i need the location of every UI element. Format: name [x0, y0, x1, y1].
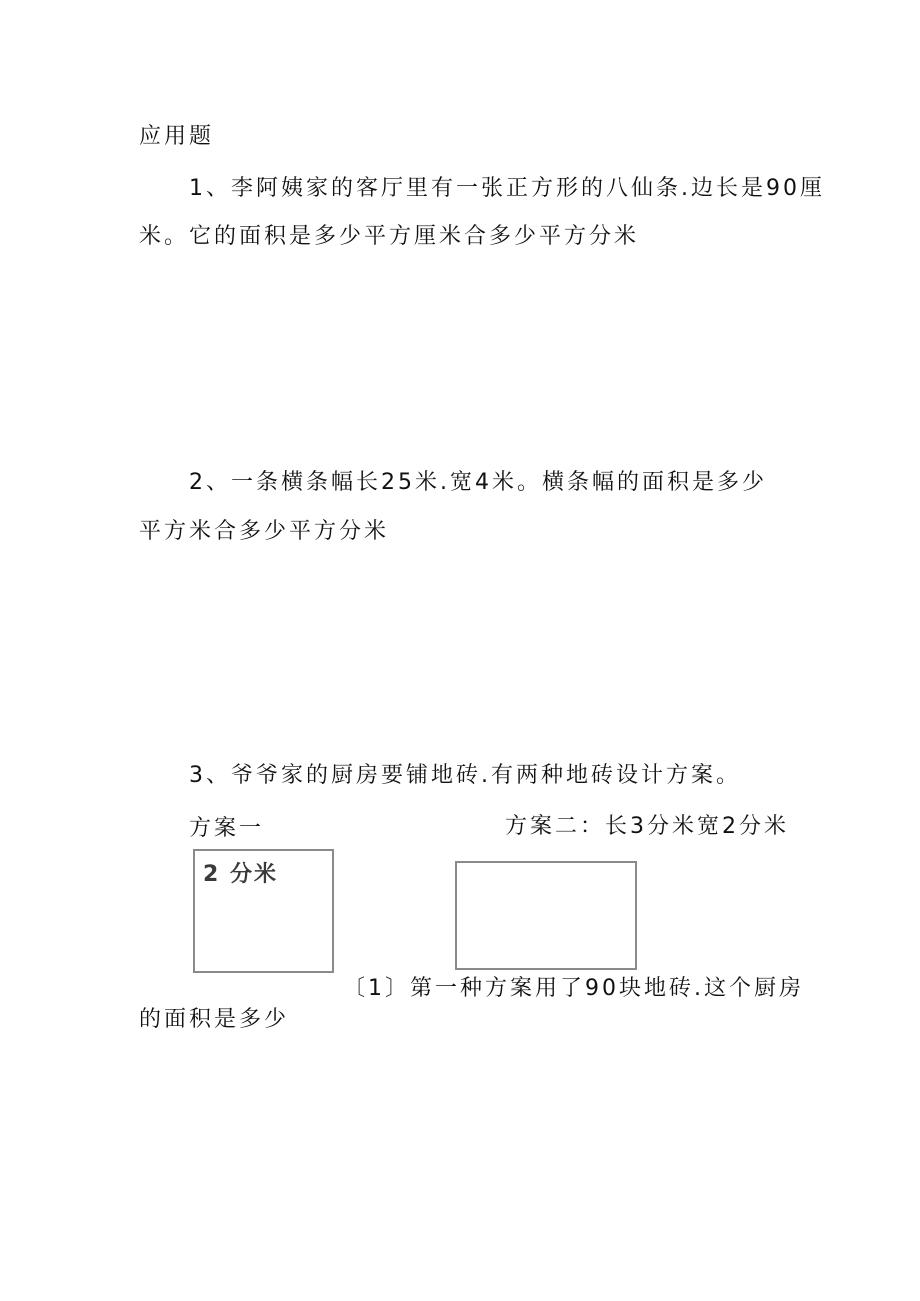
plan-1-tile	[193, 849, 334, 973]
plan-2-label: 方案二：长3分米宽2分米	[505, 814, 789, 839]
page-title: 应用题	[139, 124, 215, 149]
question-1-line-1: 1、李阿姨家的客厅里有一张正方形的八仙条.边长是90厘	[189, 176, 825, 201]
question-3-intro: 3、爷爷家的厨房要铺地砖.有两种地砖设计方案。	[189, 763, 741, 788]
plan-1-tile-dimension: 2 分米	[203, 862, 278, 887]
question-2-line-2: 平方米合多少平方分米	[139, 519, 390, 544]
question-3-part-1-line-2: 的面积是多少	[139, 1007, 290, 1032]
question-2-line-1: 2、一条横条幅长25米.宽4米。横条幅的面积是多少	[189, 470, 767, 495]
question-3-part-1-line-1: 〔1〕第一种方案用了90块地砖.这个厨房	[343, 976, 804, 1001]
question-1-line-2: 米。它的面积是多少平方厘米合多少平方分米	[139, 224, 640, 249]
plan-1-label: 方案一	[189, 816, 265, 841]
plan-2-tile	[455, 861, 637, 970]
